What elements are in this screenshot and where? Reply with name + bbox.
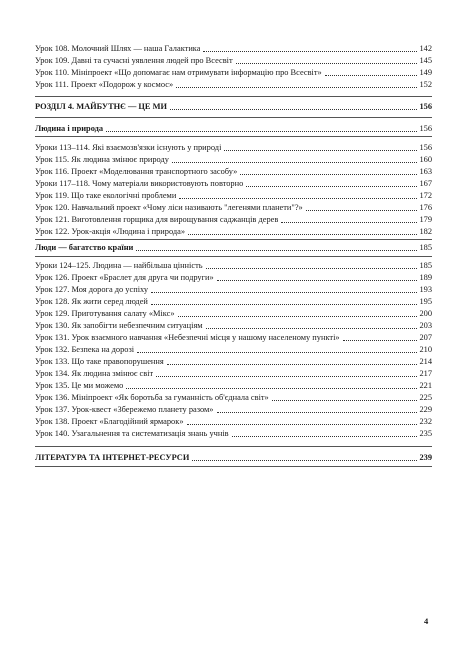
dot-leader	[240, 173, 417, 175]
toc-section-4	[35, 101, 432, 112]
toc-entry-lessons-124-125	[35, 260, 432, 271]
toc-entry-page: 182	[419, 227, 432, 236]
toc-entry-page: 167	[419, 179, 432, 188]
toc-entry-page: 163	[419, 167, 432, 176]
toc-entry-lesson-119	[35, 190, 432, 201]
toc-entry-page: 142	[419, 44, 432, 53]
toc-entry-page: 229	[419, 405, 432, 414]
toc-entry-page: 232	[419, 417, 432, 426]
toc-entry-title: Урок 122. Урок-акція «Людина і природа»	[35, 227, 186, 236]
dot-leader	[156, 375, 417, 377]
dot-leader	[106, 130, 417, 132]
divider-line	[35, 136, 432, 137]
toc-entry-title: Урок 110. Мініпроект «Що допомагає нам отримувати інформацію про Всесвіт»	[35, 68, 322, 77]
toc-entry-title: Урок 119. Що таке екологічні проблеми	[35, 191, 177, 200]
divider-line	[35, 256, 432, 257]
toc-entry-lesson-130	[35, 320, 432, 331]
dot-leader	[206, 267, 418, 269]
toc-entry-lesson-111	[35, 79, 432, 90]
toc-entry-lesson-132	[35, 344, 432, 355]
dot-leader	[272, 399, 418, 401]
toc-entry-title: Уроки 124–125. Людина — найбільша цінність	[35, 261, 203, 270]
toc-entry-lesson-116	[35, 166, 432, 177]
toc-subsection-nature	[35, 123, 432, 134]
toc-entry-title: Урок 129. Приготування салату «Мікс»	[35, 309, 175, 318]
toc-entry-lesson-136	[35, 392, 432, 403]
toc-entry-title: Урок 109. Давні та сучасні уявлення людей про Всесвіт	[35, 56, 233, 65]
toc-entry-page: 160	[419, 155, 432, 164]
dot-leader	[178, 315, 418, 317]
toc-section-literature	[35, 452, 432, 463]
dot-leader	[217, 411, 418, 413]
toc-entry-page: 214	[419, 357, 432, 366]
toc-entry-page: 195	[419, 297, 432, 306]
toc-entry-page: 210	[419, 345, 432, 354]
toc-entry-title: Урок 140. Узагальнення та систематизація знань учнів	[35, 429, 229, 438]
toc-entry-title: Урок 137. Урок-квест «Збережемо планету разом»	[35, 405, 214, 414]
dot-leader	[206, 327, 418, 329]
dot-leader	[167, 363, 418, 365]
toc-entry-lesson-134	[35, 368, 432, 379]
toc-entry-page: 185	[419, 261, 432, 270]
toc-entry-lesson-135	[35, 380, 432, 391]
toc-entry-lesson-129	[35, 308, 432, 319]
toc-section-page: 239	[419, 453, 432, 462]
dot-leader	[179, 197, 417, 199]
toc-entry-page: 200	[419, 309, 432, 318]
toc-entry-page: 149	[419, 68, 432, 77]
toc-entry-lesson-126	[35, 272, 432, 283]
toc-entry-page: 225	[419, 393, 432, 402]
toc-entry-title: Урок 111. Проект «Подорож у космос»	[35, 80, 174, 89]
toc-entry-lesson-120	[35, 202, 432, 213]
toc-entry-title: Урок 127. Моя дорога до успіху	[35, 285, 149, 294]
toc-section-title: РОЗДІЛ 4. МАЙБУТНЄ — ЦЕ МИ	[35, 102, 168, 111]
toc-entry-title: Урок 116. Проект «Моделювання транспортного засобу»	[35, 167, 238, 176]
toc-entry-title: Урок 131. Урок взаємного навчання «Небезпечні місця у нашому населеному пункті»	[35, 333, 340, 342]
toc-entry-page: 203	[419, 321, 432, 330]
toc-entry-lesson-122	[35, 226, 432, 237]
toc-entry-page: 152	[419, 80, 432, 89]
dot-leader	[224, 149, 417, 151]
toc-entry-page: 207	[419, 333, 432, 342]
divider-line	[35, 446, 432, 447]
toc-entry-title: Урок 130. Як запобігти небезпечним ситуаціям	[35, 321, 203, 330]
dot-leader	[126, 387, 417, 389]
divider-line	[35, 96, 432, 97]
toc-entry-page: 235	[419, 429, 432, 438]
toc-entry-title: Урок 134. Як людина змінює світ	[35, 369, 154, 378]
dot-leader	[203, 50, 417, 52]
toc-entry-title: Урок 128. Як жити серед людей	[35, 297, 148, 306]
dot-leader	[136, 249, 417, 251]
toc-entry-lesson-133	[35, 356, 432, 367]
toc-section-title: ЛІТЕРАТУРА ТА ІНТЕРНЕТ-РЕСУРСИ	[35, 453, 190, 462]
dot-leader	[151, 291, 417, 293]
dot-leader	[343, 339, 418, 341]
toc-entry-lesson-128	[35, 296, 432, 307]
dot-leader	[151, 303, 418, 305]
page-number: 4	[424, 616, 429, 626]
dot-leader	[217, 279, 418, 281]
toc-subsection-title: Людина і природа	[35, 124, 104, 133]
dot-leader	[236, 62, 418, 64]
toc-entry-title: Урок 121. Виготовлення горщика для вирощування саджанців дерев	[35, 215, 279, 224]
toc-entry-lesson-109	[35, 55, 432, 66]
dot-leader	[306, 209, 418, 211]
toc-entry-page: 156	[419, 143, 432, 152]
toc-section-page: 156	[419, 102, 432, 111]
toc-entry-title: Урок 132. Безпека на дорозі	[35, 345, 135, 354]
toc-entry-page: 179	[419, 215, 432, 224]
toc-subsection-page: 156	[419, 124, 432, 133]
toc-entry-title: Уроки 117–118. Чому матеріали використовують повторно	[35, 179, 244, 188]
toc-entry-page: 221	[419, 381, 432, 390]
toc-entry-lesson-110	[35, 67, 432, 78]
dot-leader	[172, 161, 417, 163]
toc-entry-lessons-113-114	[35, 142, 432, 153]
dot-leader	[281, 221, 417, 223]
divider-line	[35, 117, 432, 118]
toc-entry-lesson-131	[35, 332, 432, 343]
dot-leader	[188, 233, 417, 235]
dot-leader	[170, 108, 417, 110]
toc-entry-title: Урок 126. Проект «Браслет для друга чи подруги»	[35, 273, 214, 282]
toc-entry-lesson-108	[35, 43, 432, 54]
toc-entry-lesson-140	[35, 428, 432, 439]
dot-leader	[325, 74, 418, 76]
dot-leader	[187, 423, 418, 425]
toc-entry-lesson-127	[35, 284, 432, 295]
dot-leader	[192, 459, 417, 461]
toc-entry-title: Урок 136. Мініпроект «Як боротьба за гуманність об'єднала світ»	[35, 393, 269, 402]
toc-entry-title: Урок 135. Це ми можемо	[35, 381, 124, 390]
toc-entry-title: Урок 120. Навчальний проект «Чому ліси називають "легенями планети"?»	[35, 203, 303, 212]
toc-entry-lesson-115	[35, 154, 432, 165]
toc-subsection-page: 185	[419, 243, 432, 252]
divider-line	[35, 466, 432, 467]
dot-leader	[176, 86, 417, 88]
toc-entry-page: 217	[419, 369, 432, 378]
toc-entry-title: Урок 138. Проект «Благодійний ярмарок»	[35, 417, 184, 426]
toc-entry-page: 189	[419, 273, 432, 282]
toc-entry-title: Уроки 113–114. Які взаємозв'язки існують у природі	[35, 143, 222, 152]
divider-line	[35, 239, 432, 240]
toc-subsection-people	[35, 242, 432, 253]
toc-entry-lesson-121	[35, 214, 432, 225]
toc-entry-lesson-138	[35, 416, 432, 427]
dot-leader	[246, 185, 417, 187]
toc-entry-title: Урок 133. Що таке правопорушення	[35, 357, 164, 366]
dot-leader	[232, 435, 418, 437]
toc-entry-lesson-137	[35, 404, 432, 415]
toc-entry-page: 145	[419, 56, 432, 65]
dot-leader	[137, 351, 417, 353]
toc-entry-page: 172	[419, 191, 432, 200]
toc-entry-title: Урок 108. Молочний Шлях — наша Галактика	[35, 44, 201, 53]
toc-entry-page: 193	[419, 285, 432, 294]
toc-entry-lessons-117-118	[35, 178, 432, 189]
toc-entry-page: 176	[419, 203, 432, 212]
toc-subsection-title: Люди — багатство країни	[35, 243, 134, 252]
toc-entry-title: Урок 115. Як людина змінює природу	[35, 155, 169, 164]
